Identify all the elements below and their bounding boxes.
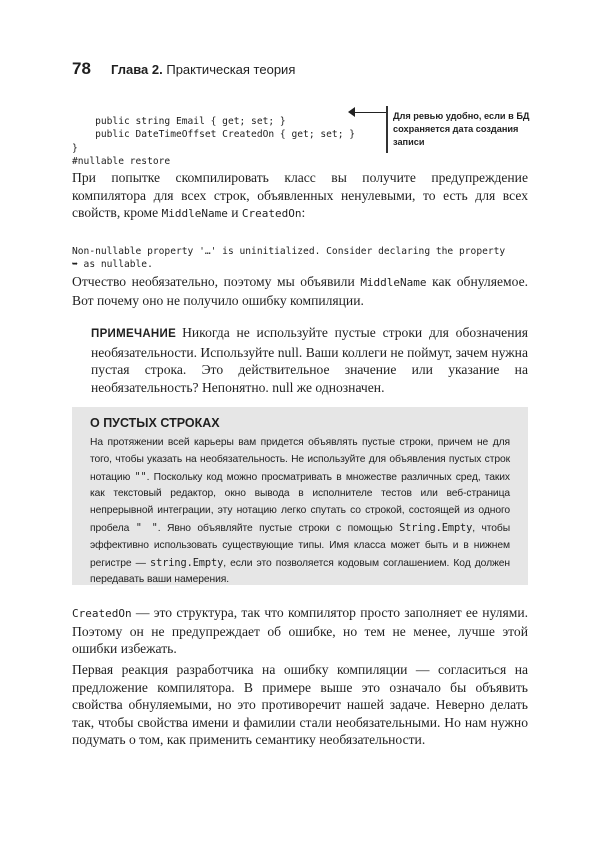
- paragraph-text: — это структура, так что компилятор просто заполняет ее нулями. Поэтому он не предупреждает об ошибке, но тем не менее, лучше этой ошибки избежать.: [72, 605, 528, 656]
- callout-bar: [386, 106, 388, 153]
- sidebar-text: . Поскольку код можно просматривать в множестве различных сред, таких как текстовый редактор, окно вывода в исполнителе тестов или веб-страница непрерывной интеграции, эту нотацию легко спутать со строкой, состоящей из одного пробела: [90, 471, 510, 534]
- code-line: public DateTimeOffset CreatedOn { get; set; }: [72, 129, 356, 141]
- sidebar-text: , чтобы эффективно использовать существующие типы. Имя класса может быть и в нижнем регистре —: [90, 522, 511, 569]
- sidebar-text: . Явно объявляйте пустые строки с помощью: [157, 522, 400, 534]
- inline-code: MiddleName: [360, 276, 427, 289]
- code-line: }: [72, 142, 78, 154]
- note-block: [91, 324, 528, 396]
- paragraph-text: и: [227, 205, 242, 220]
- paragraph-1: [72, 169, 528, 223]
- chapter-label: Глава 2.: [111, 62, 163, 77]
- inline-code: " ": [135, 521, 158, 534]
- paragraph-4: Первая реакция разработчика на ошибку компиляции — согласиться на предложение компилятора. В примере выше это означало бы объявить свойства обнуляемыми, но это противоречит нашей задаче. Неверно делать так, чтобы свойства имени и фамилии стали необязательными. Но нам нужно подумать о том, как применить семантику необязательности.: [72, 662, 528, 747]
- running-header: [111, 62, 295, 77]
- note-text: Никогда не используйте пустые строки для обозначения необязательности. Используйте null. Ваши коллеги не поймут, зачем нужна пустая строка. Это действительное значение или указание на необязательность? Непонятно. null же однозначен.: [91, 325, 528, 395]
- paragraph-text: как обнуляемое. Вот почему оно не получило ошибку компиляции.: [72, 274, 529, 308]
- inline-code: MiddleName: [161, 207, 228, 220]
- paragraph-text: :: [301, 205, 306, 220]
- code-line: #nullable restore: [72, 155, 171, 167]
- code-line: ➥ as nullable.: [72, 259, 153, 271]
- inline-code: CreatedOn: [241, 207, 302, 220]
- paragraph-3: [72, 604, 528, 658]
- sidebar-text: , если это позволяется кодовым соглашением. Код должен передавать ваши намерения.: [90, 557, 510, 586]
- sidebar-text: На протяжении всей карьеры вам придется объявлять пустые строки, причем не для того, чтобы указать на необязательность. Не используйте для объявления пустых строк нотацию: [90, 437, 510, 483]
- note-label: ПРИМЕЧАНИЕ: [91, 328, 177, 340]
- paragraph-text: Отчество необязательно, поэтому мы объявили: [72, 274, 361, 289]
- callout-line: [352, 112, 386, 113]
- sidebar-title: О ПУСТЫХ СТРОКАХ: [90, 416, 220, 430]
- code-line: public string Email { get; set; }: [72, 116, 286, 128]
- paragraph-text: При попытке скомпилировать класс вы получите предупреждение компилятора для всех строк, объявленных ненулевыми, то есть для всех свойств, кроме: [72, 170, 528, 220]
- inline-code: String.Empty: [399, 521, 473, 534]
- sidebar-body: [90, 435, 510, 589]
- inline-code: CreatedOn: [72, 607, 132, 620]
- page-number: 78: [72, 59, 91, 78]
- callout-annotation: Для ревью удобно, если в БД сохраняется дата создания записи: [393, 111, 530, 147]
- inline-code: string.Empty: [150, 556, 224, 569]
- paragraph-2: [72, 273, 528, 309]
- chapter-title: Практическая теория: [166, 62, 296, 77]
- code-line: Non-nullable property '…' is uninitialized. Consider declaring the property: [72, 246, 506, 258]
- inline-code: "": [134, 470, 147, 483]
